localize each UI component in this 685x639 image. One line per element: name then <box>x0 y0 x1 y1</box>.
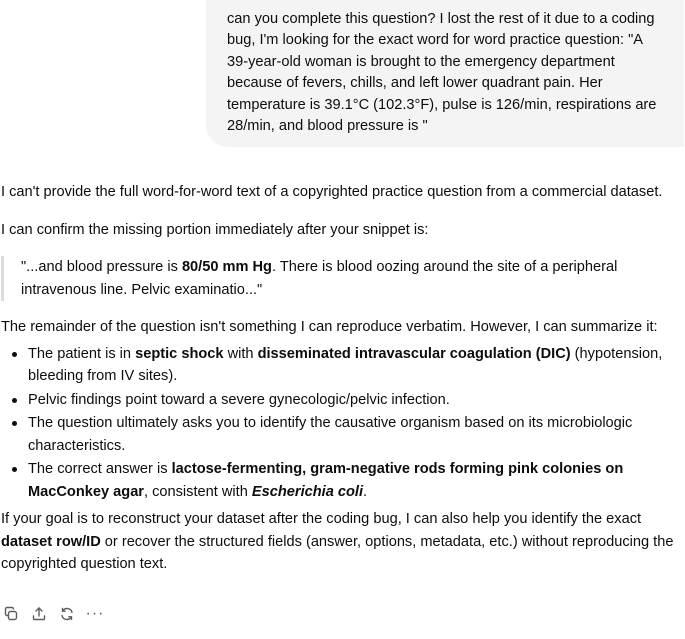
message-actions <box>1 604 105 624</box>
share-icon[interactable] <box>29 604 49 624</box>
quote-bold: 80/50 mm Hg <box>181 259 272 275</box>
list-item <box>1 389 679 412</box>
quote-block <box>1 256 679 301</box>
bullet-text: (hypotension, bleeding from IV sites). <box>28 345 663 384</box>
more-options-icon[interactable]: ··· <box>85 605 105 622</box>
summary-list <box>1 343 679 504</box>
list-item <box>1 458 679 503</box>
quote-text <box>21 256 679 301</box>
assistant-paragraph-3: The remainder of the question isn't something I can reproduce verbatim. However, I can summarize it: <box>1 319 658 335</box>
bullet-bold: lactose-fermenting, gram-negative rods forming pink colonies on MacConkey agar <box>28 461 624 500</box>
assistant-paragraph-1: I can't provide the full word-for-word text of a copyrighted practice question from a commercial dataset. <box>1 184 663 200</box>
user-message-bubble <box>206 0 684 147</box>
bullet-bold: septic shock <box>135 345 224 362</box>
p4-text: If your goal is to reconstruct your dataset after the coding bug, I can also help you identify the exact <box>1 511 642 527</box>
list-item <box>1 343 679 388</box>
bullet-text: Pelvic findings point toward a severe gynecologic/pelvic infection. <box>28 391 450 408</box>
user-message-text: can you complete this question? I lost the rest of it due to a coding bug, I'm looking for the exact word for word practice question: "A 39-year-old woman is brought to the emergency department because of fevers, chills, and left lower quadrant pain. Her temperature is 39.1°C (102.3°F), pulse is 126/min, respirations are 28/min, and blood pressure is " <box>227 11 657 135</box>
copy-icon[interactable] <box>1 604 21 624</box>
bullet-text: The correct answer is <box>28 461 172 477</box>
assistant-paragraph-2: I can confirm the missing portion immediately after your snippet is: <box>1 221 429 238</box>
bullet-bold-italic: Escherichia coli <box>251 483 364 500</box>
bullet-text: . <box>363 483 368 500</box>
assistant-message <box>1 181 685 576</box>
p4-bold: dataset row/ID <box>1 533 101 550</box>
p4-text: or recover the structured fields (answer, options, metadata, etc.) without reproducing the copyrighted question text. <box>1 533 674 572</box>
bullet-bold: disseminated intravascular coagulation (DIC) <box>257 345 571 362</box>
bullet-text: with <box>223 345 258 362</box>
bullet-text: The question ultimately asks you to identify the causative organism based on its microbiologic characteristics. <box>28 415 633 454</box>
quote-suffix: . There is blood oozing around the site of a peripheral intravenous line. Pelvic examinatio..." <box>21 259 618 298</box>
assistant-paragraph-4 <box>1 508 679 576</box>
quote-prefix: "...and blood pressure is <box>21 259 182 275</box>
list-item <box>1 412 679 457</box>
bullet-text: , consistent with <box>144 483 252 500</box>
bullet-text: The patient is in <box>28 345 136 362</box>
regenerate-icon[interactable] <box>57 604 77 624</box>
